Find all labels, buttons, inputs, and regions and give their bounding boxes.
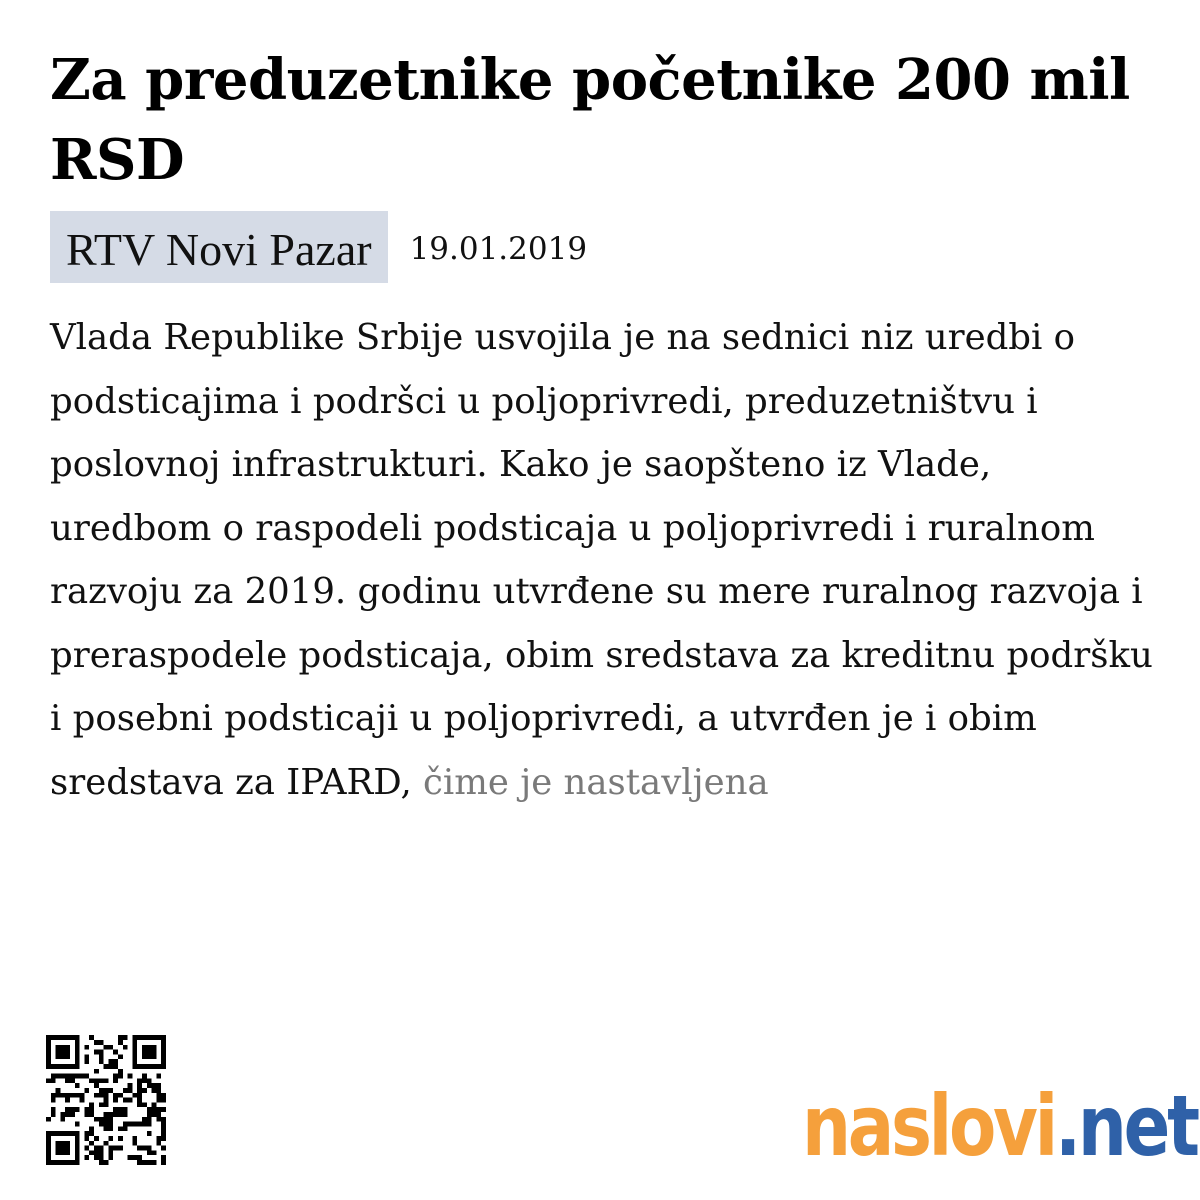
article-body-text: Vlada Republike Srbije usvojila je na sednici niz uredbi o podsticajima i podršci u poljoprivredi, preduzetništvu i poslovnoj infrastrukturi. Kako je saopšteno iz Vlade, uredbom o raspodeli podsticaja u poljoprivredi i ruralnom razvoju za 2019. godinu utvrđene su mere ruralnog razvoja i preraspodele podsticaja, obim sredstava za kreditnu podršku i posebni podsticaji u poljoprivredi, a utvrđen je i obim sredstava za IPARD, bbox=[50, 317, 1153, 803]
naslovi-net-logo[interactable] bbox=[802, 1064, 1197, 1174]
article-meta bbox=[50, 211, 587, 283]
logo-part-net: .net bbox=[1055, 1077, 1197, 1175]
qr-code-icon[interactable] bbox=[46, 1035, 166, 1165]
article-title: Za preduzetnike početnike 200 mil RSD bbox=[50, 47, 1130, 193]
source-badge[interactable]: RTV Novi Pazar bbox=[50, 211, 388, 283]
article-body-faded: čime je nastavljena bbox=[423, 761, 769, 803]
publish-date: 19.01.2019 bbox=[409, 231, 588, 267]
article-body bbox=[50, 306, 1160, 814]
logo-part-naslovi: naslovi bbox=[802, 1077, 1056, 1175]
